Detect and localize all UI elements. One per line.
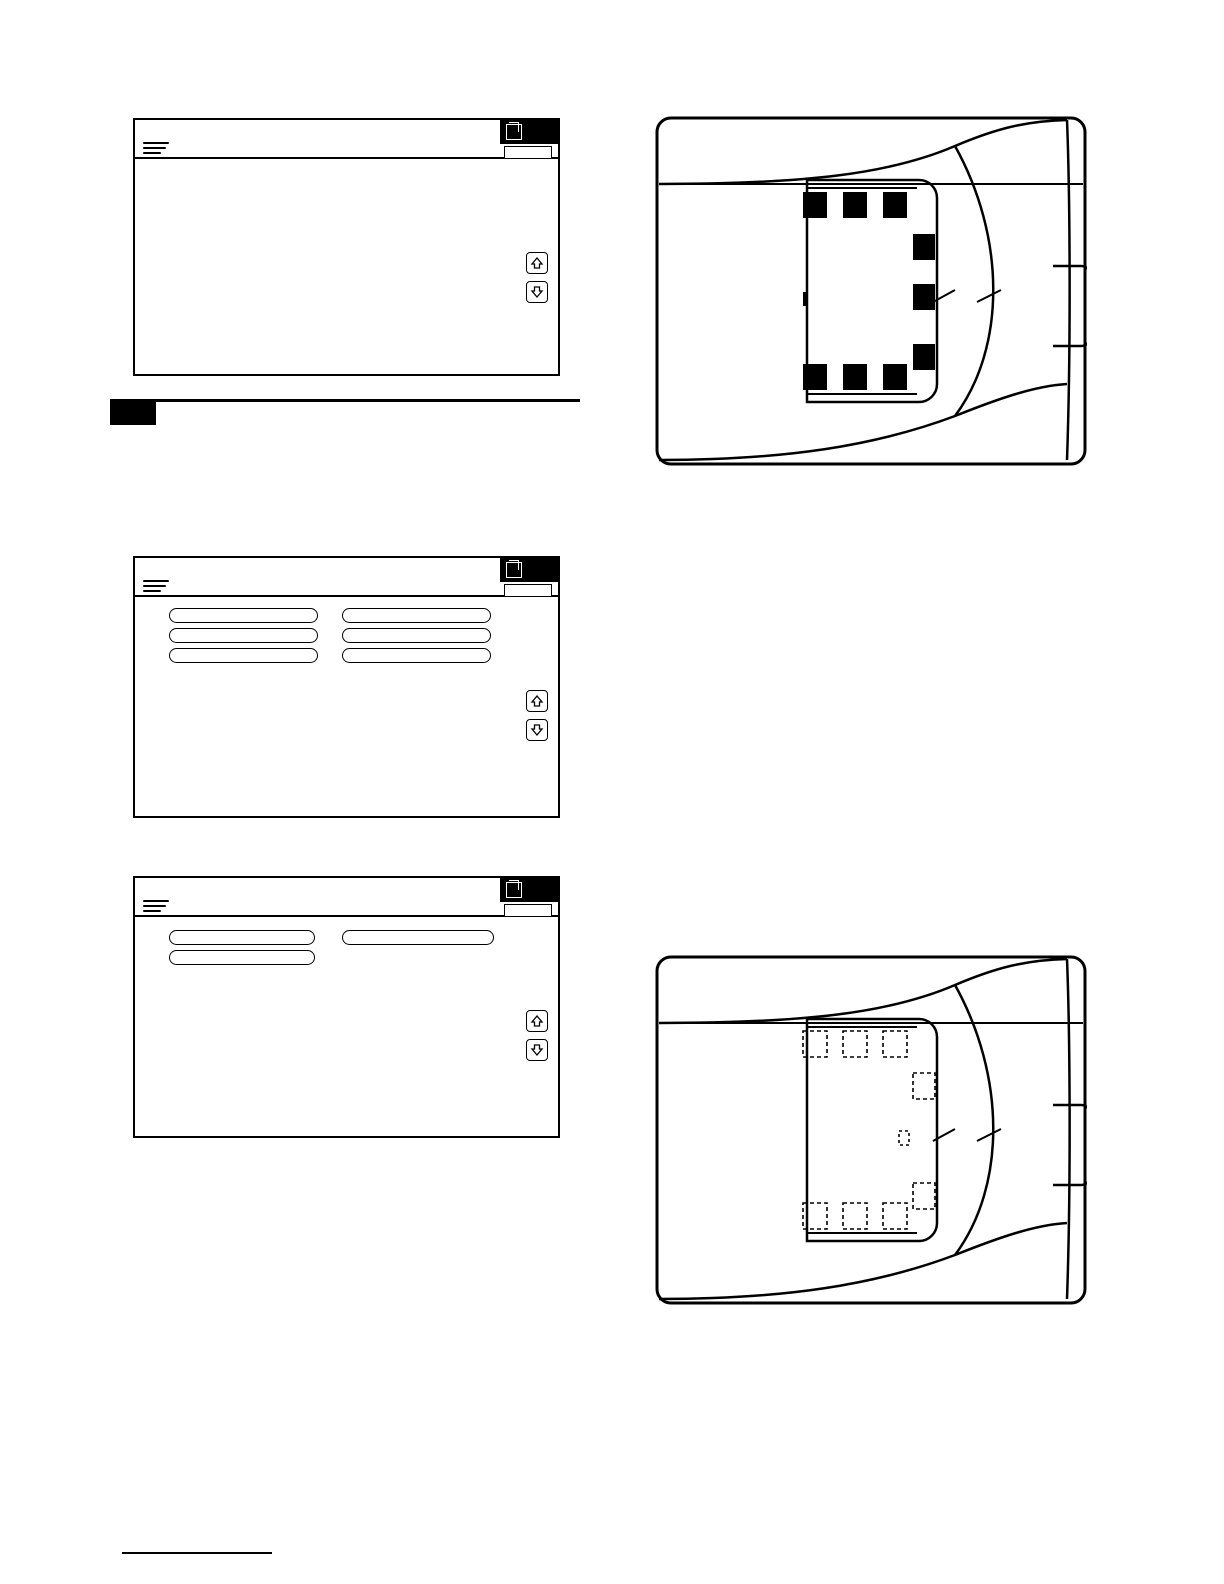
list-item[interactable] bbox=[169, 930, 315, 945]
scroll-up-button[interactable] bbox=[526, 252, 548, 274]
control-panel-screen-top[interactable] bbox=[133, 118, 560, 376]
status-box bbox=[504, 146, 552, 159]
list-item[interactable] bbox=[342, 608, 491, 623]
list-item[interactable] bbox=[169, 608, 318, 623]
paper-tray-loading-diagram-dashed bbox=[655, 955, 1087, 1305]
screen-titlebar bbox=[500, 558, 558, 582]
screen-divider bbox=[135, 157, 558, 159]
screen-titlebar bbox=[500, 878, 558, 902]
list-item[interactable] bbox=[342, 628, 491, 643]
status-box bbox=[504, 584, 552, 597]
status-box bbox=[504, 904, 552, 917]
section-tab-marker bbox=[110, 399, 156, 425]
scroll-up-button[interactable] bbox=[526, 690, 548, 712]
scroll-up-button[interactable] bbox=[526, 1010, 548, 1032]
hamburger-menu-icon[interactable] bbox=[143, 142, 169, 158]
screen-divider bbox=[135, 915, 558, 917]
list-item[interactable] bbox=[169, 648, 318, 663]
copy-icon bbox=[506, 562, 522, 578]
scroll-down-button[interactable] bbox=[526, 1039, 548, 1061]
control-panel-screen-bottom[interactable] bbox=[133, 876, 560, 1138]
list-item[interactable] bbox=[342, 648, 491, 663]
scroll-down-button[interactable] bbox=[526, 281, 548, 303]
hamburger-menu-icon[interactable] bbox=[143, 580, 169, 596]
copy-icon bbox=[506, 124, 522, 140]
footer-rule bbox=[122, 1552, 272, 1554]
copy-icon bbox=[506, 882, 522, 898]
control-panel-screen-middle[interactable] bbox=[133, 556, 560, 818]
list-item[interactable] bbox=[169, 950, 315, 965]
screen-titlebar bbox=[500, 120, 558, 144]
list-item[interactable] bbox=[169, 628, 318, 643]
list-item[interactable] bbox=[342, 930, 494, 945]
screen-divider bbox=[135, 595, 558, 597]
scroll-down-button[interactable] bbox=[526, 719, 548, 741]
hamburger-menu-icon[interactable] bbox=[143, 900, 169, 916]
section-rule bbox=[110, 399, 580, 402]
paper-tray-loading-diagram-solid bbox=[655, 116, 1087, 466]
